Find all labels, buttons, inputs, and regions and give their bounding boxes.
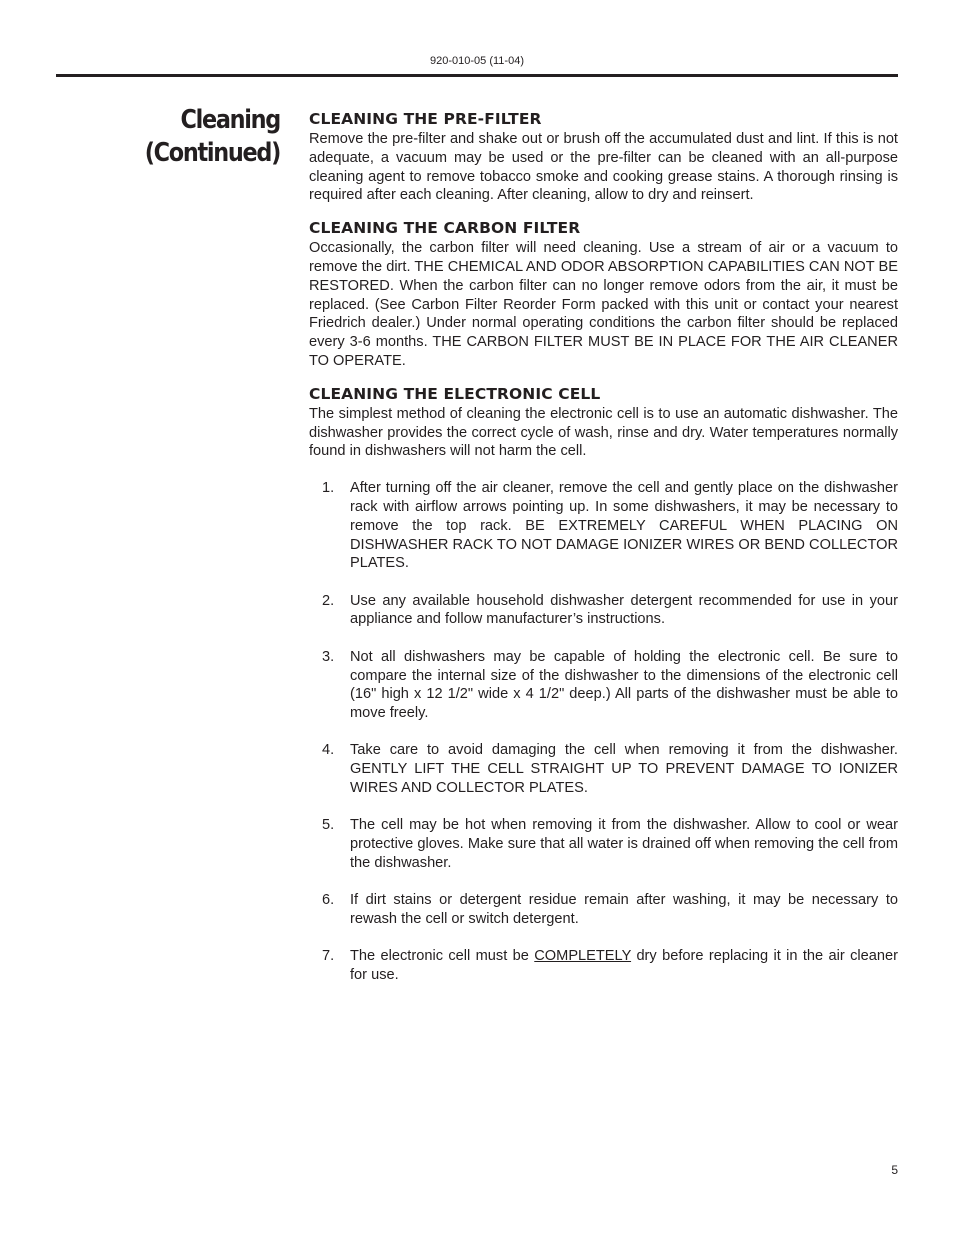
step-text-after: dry before replacing it in the air cleaner for use.	[350, 948, 898, 984]
step-text: The cell may be hot when removing it from the dishwasher. Allow to cool or wear protective gloves. Make sure that all water is drained off when removing the cell from the dishwasher.	[350, 817, 898, 871]
list-item	[309, 592, 898, 630]
header-rule	[56, 74, 898, 77]
list-item	[309, 947, 898, 985]
list-item	[309, 891, 898, 929]
step-number: 7.	[322, 948, 335, 965]
section-body-electronic-cell: The simplest method of cleaning the electronic cell is to use an automatic dishwasher. The dishwasher provides the correct cycle of wash, rinse and dry. Water temperatures normally found in dishwashers will not harm the cell.	[309, 405, 898, 460]
page-title	[125, 104, 280, 170]
step-text-before: The electronic cell must be	[350, 948, 535, 965]
list-item	[309, 816, 898, 872]
step-number: 1.	[322, 480, 335, 497]
page-title-line-1: Cleaning	[180, 105, 280, 135]
section-heading-pre-filter: CLEANING THE PRE-FILTER	[309, 110, 542, 128]
section-heading-electronic-cell: CLEANING THE ELECTRONIC CELL	[309, 384, 601, 403]
page-title-line-2: (Continued)	[144, 138, 280, 168]
document-number: 920-010-05 (11-04)	[430, 55, 524, 67]
list-item	[309, 648, 898, 723]
section-pre-filter	[309, 108, 898, 205]
section-body-pre-filter: Remove the pre-filter and shake out or brush off the accumulated dust and lint. If this is not adequate, a vacuum may be used or the pre-filter can be cleaned with an all-purpose cleaning agent to remove tobacco smoke and cooking grease stains. A thorough rinsing is required after each cleaning. After cleaning, allow to dry and reinsert.	[309, 131, 898, 204]
section-electronic-cell	[309, 383, 898, 461]
list-item	[309, 479, 898, 573]
step-text: Use any available household dishwasher detergent recommended for use in your appliance and follow manufacturer’s instructions.	[350, 592, 898, 628]
main-content	[309, 108, 898, 1003]
section-body-carbon-filter: Occasionally, the carbon filter will need cleaning. Use a stream of air or a vacuum to remove the dirt. THE CHEMICAL AND ODOR ABSORPTION CAPABILITIES CAN NOT BE RESTORED. When the carbon filter can no longer remove odors from the air, it must be replaced. (See Carbon Filter Reorder Form packed with this unit or contact your nearest Friedrich dealer.) Under normal operating conditions the carbon filter should be replaced every 3-6 months. THE CARBON FILTER MUST BE IN PLACE FOR THE AIR CLEANER TO OPERATE.	[309, 240, 898, 369]
page-number: 5	[891, 1163, 898, 1177]
list-item	[309, 741, 898, 797]
step-text	[350, 947, 898, 985]
section-heading-carbon-filter: CLEANING THE CARBON FILTER	[309, 219, 581, 238]
step-number: 3.	[322, 648, 335, 665]
step-text-emphasis: COMPLETELY	[534, 948, 632, 965]
step-number: 6.	[322, 892, 335, 909]
section-carbon-filter	[309, 217, 898, 371]
step-text: After turning off the air cleaner, remove the cell and gently place on the dishwasher rack with airflow arrows pointing up. In some dishwashers, it may be necessary to remove the top rack. BE EXTREMELY CAREFUL WHEN PLACING ON DISHWASHER RACK TO NOT DAMAGE IONIZER WIRES OR BEND COLLECTOR PLATES.	[350, 480, 898, 572]
step-number: 2.	[322, 592, 335, 609]
step-text: Take care to avoid damaging the cell when removing it from the dishwasher. GENTLY LIFT THE CELL STRAIGHT UP TO PREVENT DAMAGE TO IONIZER WIRES AND COLLECTOR PLATES.	[350, 742, 898, 797]
step-number: 4.	[322, 742, 335, 759]
cleaning-steps-list	[309, 479, 898, 985]
step-number: 5.	[322, 817, 335, 834]
step-text: Not all dishwashers may be capable of holding the electronic cell. Be sure to compare the internal size of the dishwasher to the dimensions of the electronic cell (16" high x 12 1/2" wide x 4 1/2" deep.) All parts of the dishwasher must be able to move freely.	[350, 648, 898, 722]
step-text: If dirt stains or detergent residue remain after washing, it may be necessary to rewash the cell or switch detergent.	[350, 892, 898, 927]
